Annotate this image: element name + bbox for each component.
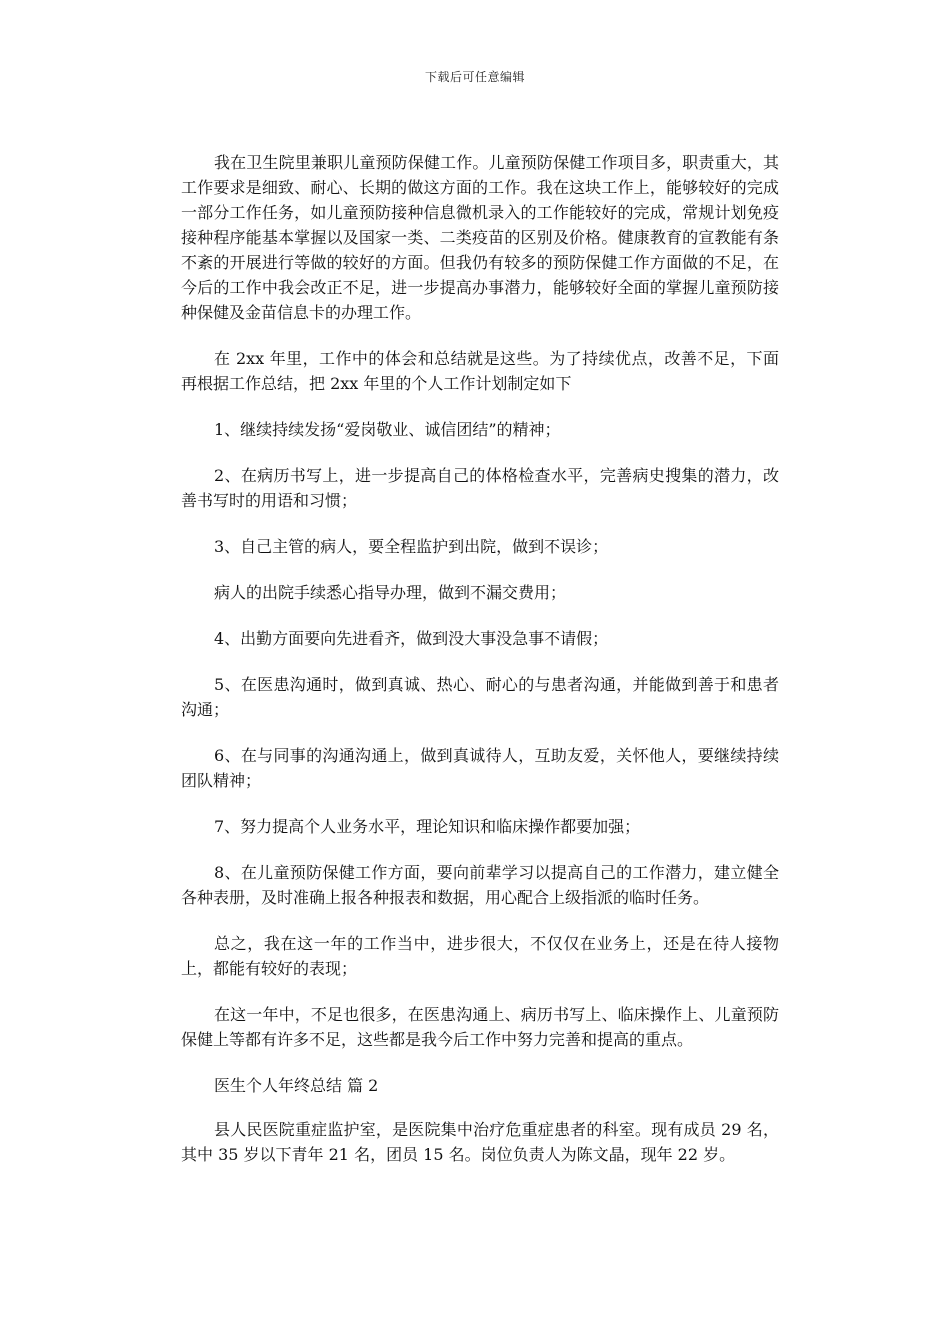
plan-item-7: 7、努力提高个人业务水平，理论知识和临床操作都要加强； (214, 817, 641, 836)
plan-item-4: 4、出勤方面要向先进看齐，做到没大事没急事不请假； (214, 629, 609, 648)
plan-item-6: 6、在与同事的沟通沟通上，做到真诚待人，互助友爱，关怀他人，要继续持续团队精神； (181, 746, 779, 790)
paragraph-intro: 我在卫生院里兼职儿童预防保健工作。儿童预防保健工作项目多，职责重大，其工作要求是细致、耐心、长期的做这方面的工作。我在这块工作上，能够较好的完成一部分工作任务，如儿童预防接种信息微机录入的工作能较好的完成，常规计划免疫接种程序能基本掌握以及国家一类、二类疫苗的区别及价格。健康教育的宣教能有条不紊的开展进行等做的较好的方面。但我仍有较多的预防保健工作方面做的不足，在今后的工作中我会改正不足，进一步提高办事潜力，能够较好全面的掌握儿童预防接种保健及金苗信息卡的办理工作。 (181, 153, 779, 322)
paragraph-summary: 总之，我在这一年的工作当中，进步很大，不仅仅在业务上，还是在待人接物上，都能有较好的表现； (181, 934, 779, 978)
download-note-header: 下载后可任意编辑 (424, 70, 525, 84)
plan-item-3-note: 病人的出院手续悉心指导办理，做到不漏交费用； (214, 583, 567, 602)
paragraph-icu-intro: 县人民医院重症监护室，是医院集中治疗危重症患者的科室。现有成员 29 名，其中 35 岁以下青年 21 名，团员 15 名。岗位负责人为陈文晶，现年 22 岁。 (181, 1120, 779, 1164)
plan-item-2: 2、在病历书写上，进一步提高自己的体格检查水平，完善病史搜集的潜力，改善书写时的用语和习惯； (181, 466, 779, 510)
section-title: 医生个人年终总结 篇 2 (214, 1076, 379, 1095)
plan-item-8: 8、在儿童预防保健工作方面，要向前辈学习以提高自己的工作潜力，建立健全各种表册，及时准确上报各种报表和数据，用心配合上级指派的临时任务。 (181, 863, 779, 907)
plan-item-5: 5、在医患沟通时，做到真诚、热心、耐心的与患者沟通，并能做到善于和患者沟通； (181, 675, 779, 719)
document-body (181, 150, 779, 1188)
paragraph-plan-intro: 在 2xx 年里，工作中的体会和总结就是这些。为了持续优点，改善不足，下面再根据工作总结，把 2xx 年里的个人工作计划制定如下 (181, 349, 779, 393)
plan-item-3: 3、自己主管的病人，要全程监护到出院，做到不误诊； (214, 537, 609, 556)
plan-item-1: 1、继续持续发扬“爱岗敬业、诚信团结”的精神； (214, 420, 561, 439)
paragraph-shortcomings: 在这一年中，不足也很多，在医患沟通上、病历书写上、临床操作上、儿童预防保健上等都有许多不足，这些都是我今后工作中努力完善和提高的重点。 (181, 1005, 779, 1049)
